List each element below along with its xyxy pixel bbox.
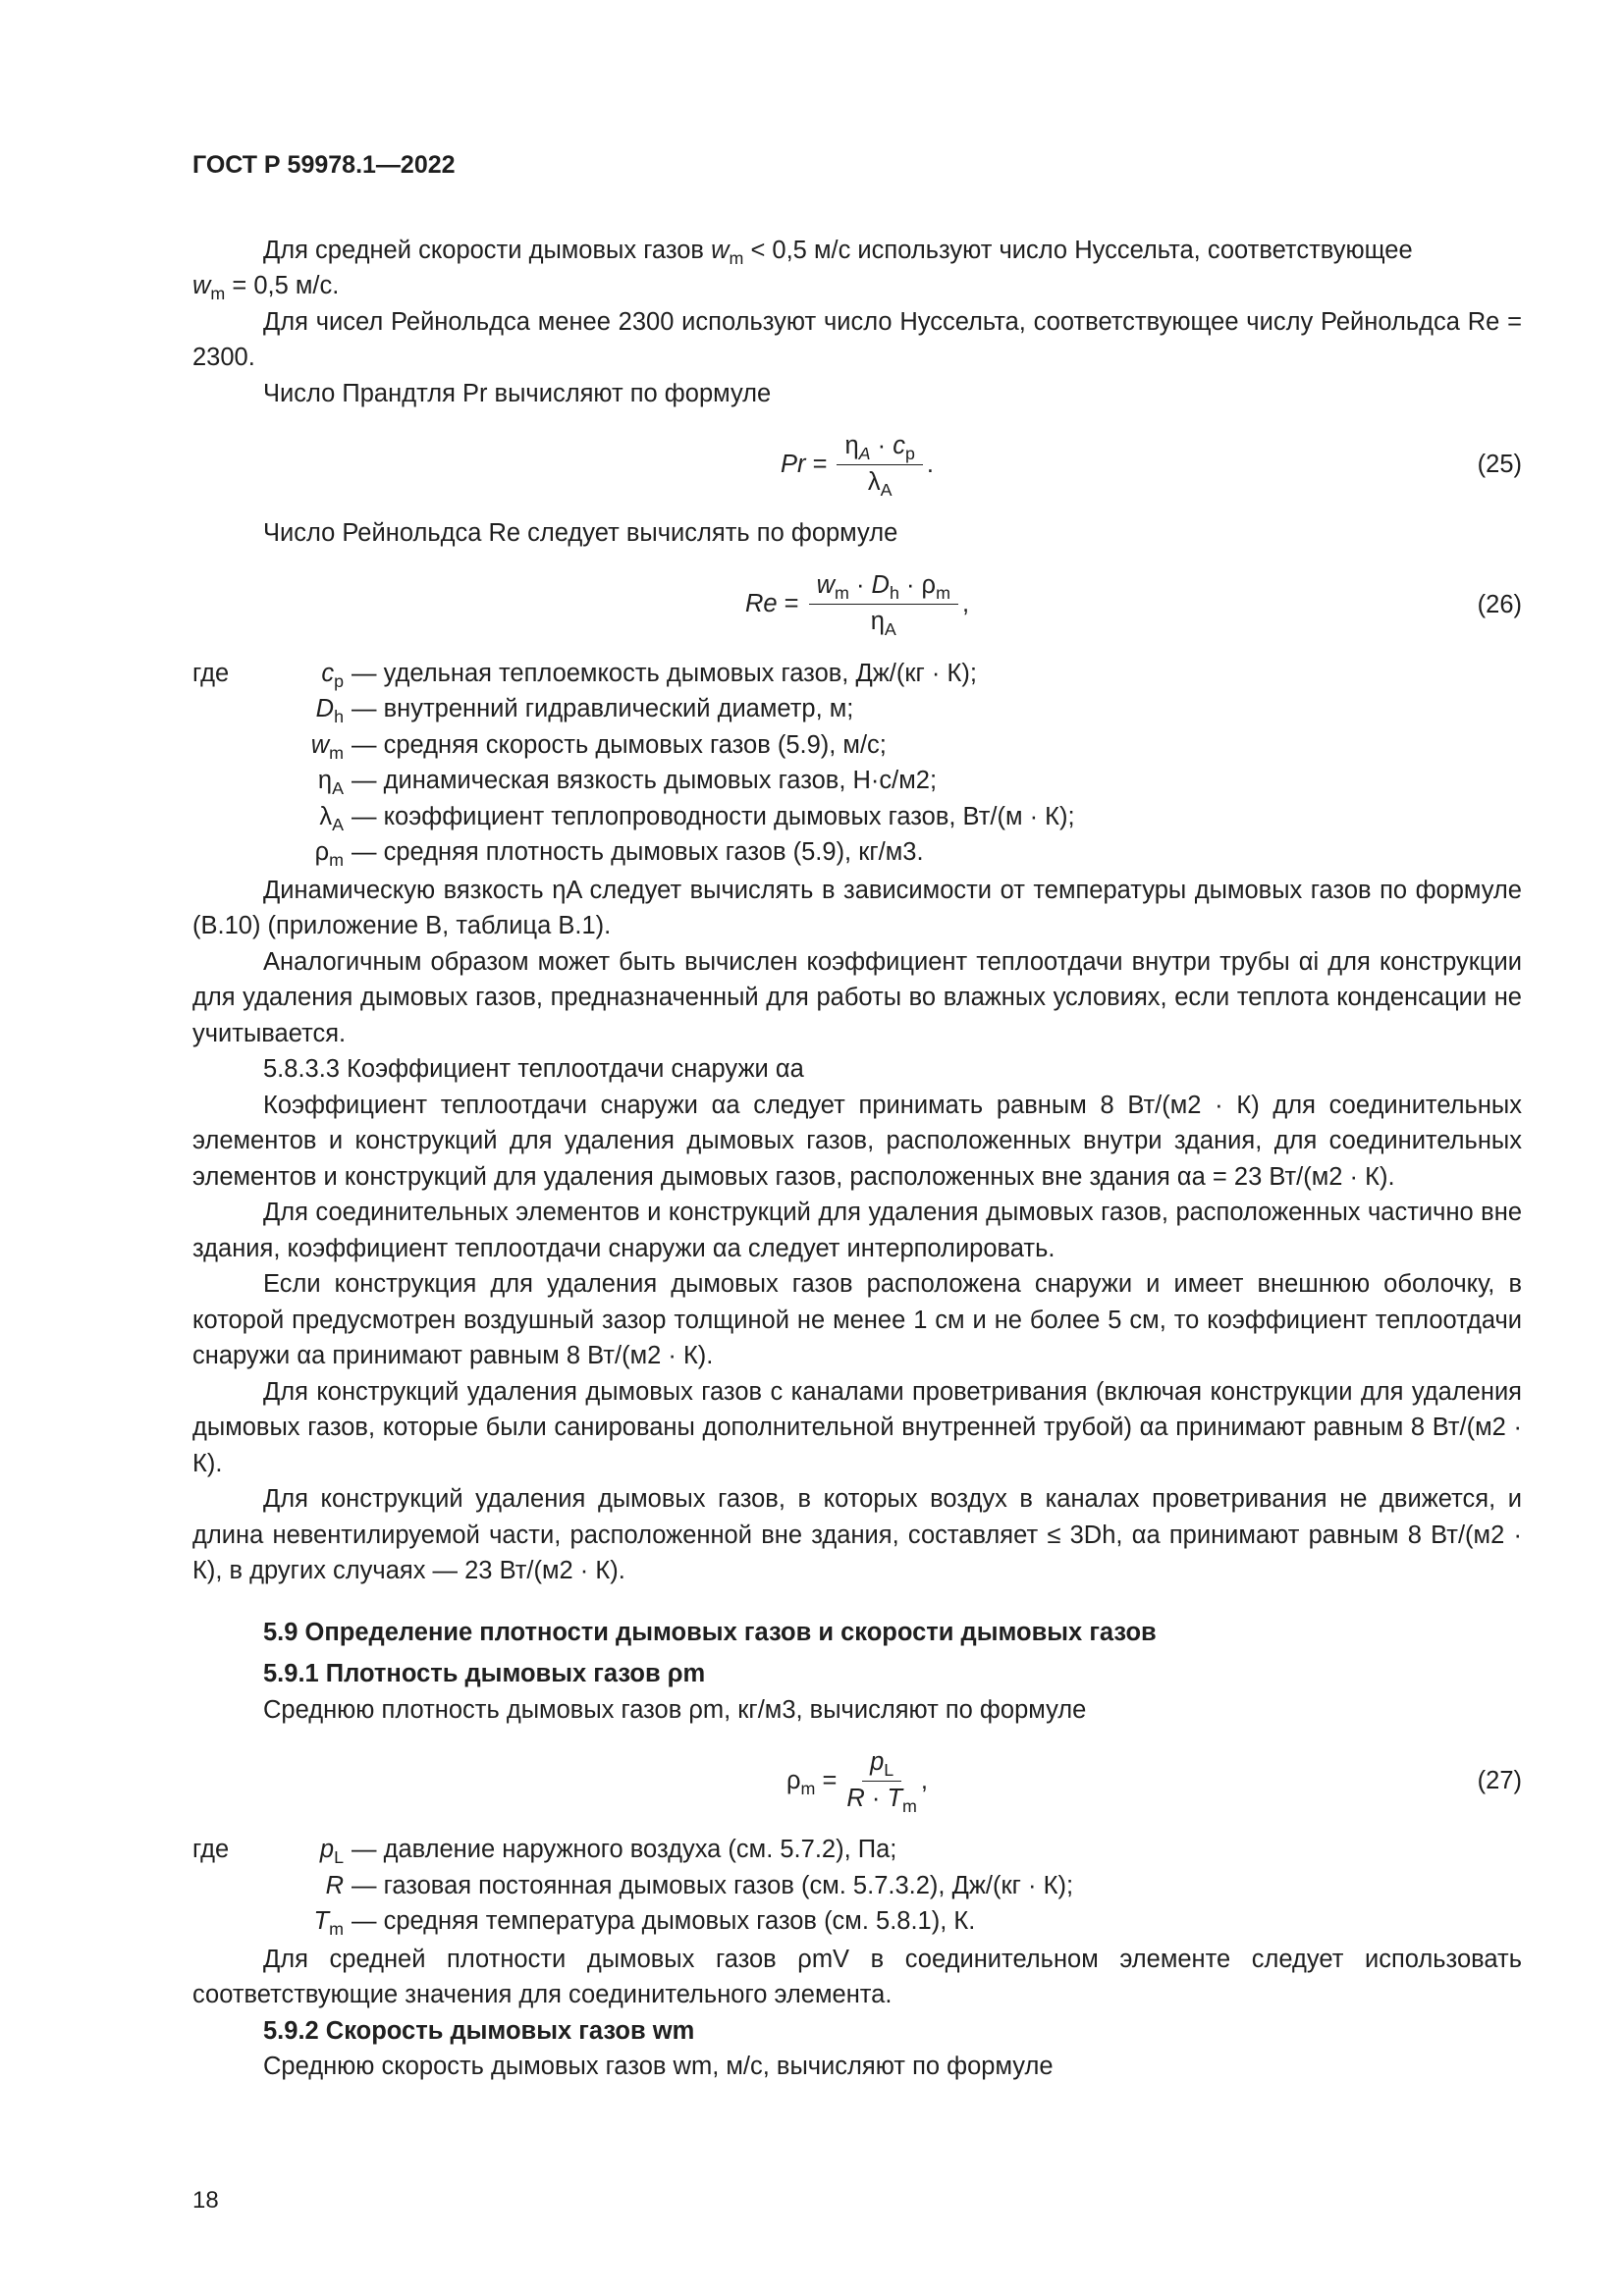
paragraph-partial-outside: Для соединительных элементов и конструкций для удаления дымовых газов, расположенных частично вне здания, коэффициент теплоотдачи снаружи αa следует интерполировать.: [192, 1199, 1522, 1262]
paragraph-air-gap: Если конструкция для удаления дымовых газов расположена снаружи и имеет внешнюю оболочку, в которой предусмотрен воздушный зазор толщиной не менее 1 см и не более 5 см, то коэффициент теплоотдачи снаружи αa принимают равным 8 Вт/(м2 · К).: [192, 1270, 1522, 1369]
paragraph-heat-transfer-inside: Аналогичным образом может быть вычислен коэффициент теплоотдачи внутри трубы αi для конструкции для удаления дымовых газов, предназначенный для работы во влажных условиях, если теплота конденсации не учитывается.: [192, 947, 1522, 1047]
document-header: ГОСТ Р 59978.1—2022: [192, 151, 456, 179]
paragraph-clause-5833: 5.8.3.3 Коэффициент теплоотдачи снаружи αa: [263, 1055, 804, 1083]
equation-number: (27): [1477, 1767, 1522, 1794]
paragraph-velocity-intro: Среднюю скорость дымовых газов wm, м/с, вычисляют по формуле: [263, 2053, 1054, 2080]
paragraph-nusselt-velocity: Для средней скорости дымовых газов $w_m < 0,5$ м/с используют число Нуссельта, соответствующее: [263, 236, 1413, 268]
section-heading-5-9: 5.9 Определение плотности дымовых газов и скорости дымовых газов: [263, 1618, 1157, 1646]
paragraph-prandtl-intro: Число Прандтля Pr вычисляют по формуле: [263, 379, 772, 407]
paragraph-density-intro: Среднюю плотность дымовых газов ρm, кг/м3, вычисляют по формуле: [263, 1695, 1087, 1724]
equation-number: (25): [1477, 451, 1522, 478]
equation-number: (26): [1477, 590, 1522, 618]
equation-26: [192, 561, 1522, 648]
page-number: 18: [192, 2187, 219, 2214]
document-page: [192, 147, 1522, 2085]
symbol-legend-2: где $p_L$ — давление наружного воздуха (см. 5.7.2), Па; R — газовая постоянная дымовых газов (см. 5.7.3.2), Дж/(кг · К); $T_m$ — средняя температура дымовых газов (см. 5.8.1), К.: [192, 1836, 1074, 1940]
subsection-heading-5-9-2: 5.9.2 Скорость дымовых газов wm: [263, 2016, 695, 2045]
paragraph-connector-density: Для средней плотности дымовых газов ρmV в соединительном элементе следует использовать соответствующие значения для соединительного элемента.: [192, 1945, 1522, 2008]
subsection-heading-5-9-1: 5.9.1 Плотность дымовых газов ρm: [263, 1660, 706, 1687]
equation-27-formula: $\rho_m$ = $\frac{p_L}{R \cdot T_m}$ ,: [785, 1747, 928, 1816]
paragraph-reynolds-intro: Число Рейнольдса Re следует вычислять по формуле: [263, 519, 898, 547]
paragraph-reynolds-limit: Для чисел Рейнольдса менее 2300 используют число Нуссельта, соответствующее числу Рейнольдса Re = 2300.: [192, 307, 1522, 371]
equation-25: [192, 421, 1522, 507]
paragraph-nusselt-velocity-cont: $w_m = 0,5$ м/с.: [192, 272, 340, 304]
equation-27: [192, 1737, 1522, 1824]
paragraph-ventilation-channels: Для конструкций удаления дымовых газов с каналами проветривания (включая конструкции для удаления дымовых газов, которые были санированы дополнительной внутренней трубой) αa принимают равным 8 Вт/(м2 · К).: [192, 1377, 1522, 1477]
paragraph-non-moving-air: Для конструкций удаления дымовых газов, в которых воздух в каналах проветривания не движется, и длина невентилируемой части, расположенной вне здания, составляет ≤ 3Dh, αa принимают равным 8 Вт/(м2 · К), в других случаях — 23 Вт/(м2 · К).: [192, 1485, 1522, 1584]
symbol-legend-1: где $c_p$ — удельная теплоемкость дымовых газов, Дж/(кг · К); $D_h$ — внутренний гидравлический диаметр, м; $w_m$ — средняя скорость дымовых газов (5.9), м/с; $\eta_A$ — динамическая вязкость дымовых газов, Н·с/м2; $\lambda_A$ — коэффициент теплопроводности дымовых газов, Вт/(м · К); $\rho_m$ — средняя плотность дымовых газов (5.9), кг/м3.: [192, 659, 1075, 871]
paragraph-alpha-a-values: Коэффициент теплоотдачи снаружи αa следует принимать равным 8 Вт/(м2 · К) для соединительных элементов и конструкций для удаления дымовых газов, расположенных внутри здания, для соединительных элементов и конструкций для удаления дымовых газов, расположенных вне здания αa = 23 Вт/(м2 · К).: [192, 1091, 1522, 1191]
equation-25-formula: Pr = $\frac{\eta_A \cdot c_p}{\lambda_A}$ .: [780, 431, 935, 500]
equation-26-formula: Re = $\frac{w_m \cdot D_h \cdot \rho_m}{\eta_A}$ ,: [744, 571, 970, 640]
paragraph-dynamic-viscosity: Динамическую вязкость ηA следует вычислять в зависимости от температуры дымовых газов по формуле (B.10) (приложение B, таблица B.1).: [192, 876, 1522, 939]
